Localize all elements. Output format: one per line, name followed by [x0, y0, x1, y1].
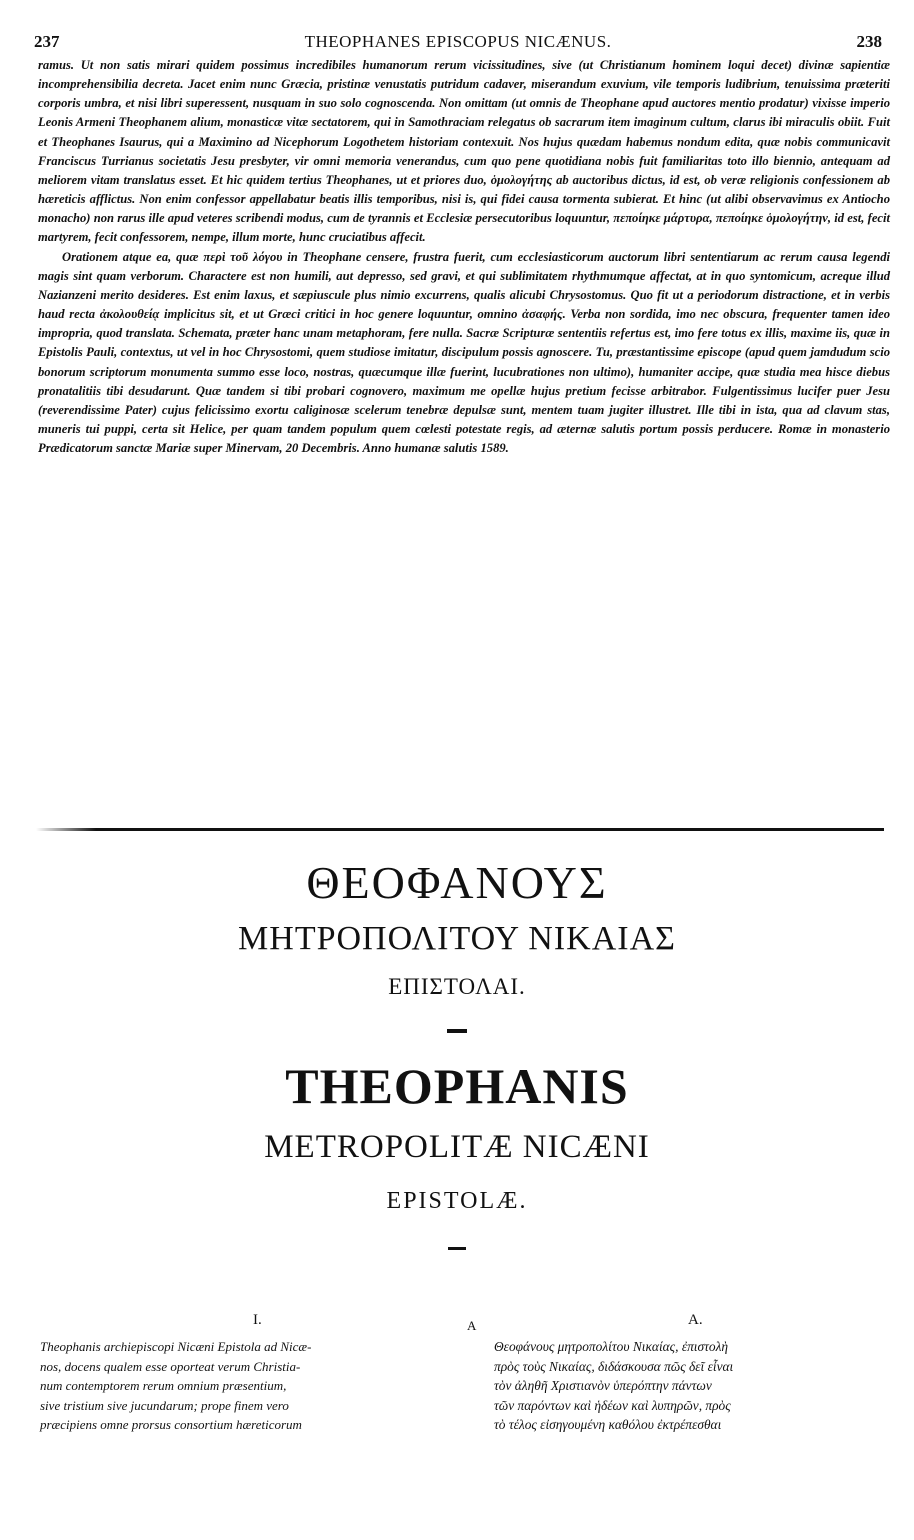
latin-title-office: METROPOLITÆ NICÆNI: [264, 1129, 650, 1165]
section-divider-rule: [36, 828, 884, 831]
page-number-right: 238: [856, 32, 882, 51]
latin-summary-line: Theophanis archiepiscopi Nicæni Epistola ad Nicæ-: [40, 1339, 312, 1354]
greek-title-office: ΜΗΤΡΟΠΟΛΙΤΟΥ ΝΙΚΑΙΑΣ: [238, 920, 676, 957]
latin-title-author: THEOPHANIS: [285, 1058, 629, 1114]
latin-summary-line: sive tristium sive jucundarum; prope finem vero: [40, 1397, 289, 1413]
latin-letter-summary: [40, 1337, 470, 1435]
greek-summary-line: πρὸς τοὺς Νικαίας, διδάσκουσα πῶς δεῖ εἶναι: [494, 1358, 734, 1374]
page-header: [34, 32, 882, 54]
latin-summary-line: præcipiens omne prorsus consortium hæreticorum: [40, 1417, 302, 1433]
greek-letter-number: Α.: [688, 1312, 703, 1328]
preface-paragraph-2: Orationem atque ea, quæ περὶ τοῦ λόγου in Theophane censere, frustra fuerit, cum ecclesiasticorum auctorum libri sententiarum ac rerum causa legendi magis sint quam verborum. Charactere est non humili, aut depresso, sed gravi, et qui sublimitatem rhythmumque affectat, at in quo syntomicum, acreque illud Nazianzeni merito desideres. Est enim laxus, et sæpiuscule plus nimio excurrens, qualis alicubi Chrysostomus. Quo fit ut a periodorum distractione, et in verbis haud recta ἀκολουθείᾳ implicitus sit, et ut Græci critici in hoc genere loquuntur, omnino ἀσαφής. Verba non sordida, imo nec obscura, frequenter tamen ideo impropria, quod translata. Schemata, præter hanc unam metaphoram, fere nulla. Sacræ Scripturæ sententiis refertus est, imo fere totus ex illis, maxime iis, quæ in Epistolis Pauli, contextus, ut vel in hoc Chrysostomi, quem studiose imitatur, discipulum possis agnoscere. Tu, præstantissime episcope (apud quem jamdudum scio bonorum scriptorum monumenta summo esse loco, nostras, quæcumque illæ fuerint, lucubrationes non ultimo), humaniter accipe, quæ studia mea hisce diebus pronatalitiis tibi desudarunt. Quæ tandem si tibi probari cognovero, maximum me opellæ hujus pretium fecisse arbitrabor. Fulgentissimus lucifer puer Jesu (reverendissime Pater) cujus felicissimo exortu caliginosæ scelerum tenebræ depulsæ sunt, mentem tuam jugiter illustret. Ille tibi in ista, qua ad clavum stas, muneris tui puppi, certa sit Helice, per quam tandem populum quem cœlesti potestate regis, ad æternæ salutis portum possis perducere. Romæ in monasterio Prædicatorum sanctæ Mariæ super Minervam, 20 Decembris. Anno humanæ salutis 1589.: [38, 249, 890, 456]
latin-letter-number: I.: [253, 1312, 262, 1328]
greek-summary-line: τὸν ἀληθῆ Χριστιανὸν ὑπερόπτην πάντων: [494, 1378, 712, 1394]
greek-letter-summary: [494, 1337, 902, 1435]
page-number-left: 237: [34, 32, 60, 51]
latin-summary-line: num contemptorem rerum omnium præsentium,: [40, 1378, 287, 1394]
title-block: [0, 855, 914, 1250]
greek-summary-line: Θεοφάνους μητροπολίτου Νικαίας, ἐπιστολὴ: [494, 1339, 729, 1354]
running-title: THEOPHANES EPISCOPUS NICÆNUS.: [304, 32, 612, 51]
preface-text: [38, 56, 890, 458]
greek-summary-line: τὸ τέλος εἰσηγουμένη καθόλου ἐκτρέπεσθαι: [494, 1417, 722, 1433]
greek-summary-line: τῶν παρόντων καὶ ἡδέων καὶ λυπηρῶν, πρὸς: [494, 1397, 731, 1413]
preface-paragraph-1: ramus. Ut non satis mirari quidem possimus incredibiles humanorum rerum vicissitudines, sive (ut Christianum hominem loqui decet) divinæ sapientiæ incomprehensibilia decreta. Jacet enim nunc Græcia, pristinæ venustatis putridum cadaver, miserandum exuvium, vile temporis ludibrium, tenuissima præteriti corporis umbra, et nisi libri superessent, nusquam in suo solo cognoscenda. Non omittam (ut omnis de Theophane apud auctores mentio prodatur) vixisse imperio Leonis Armeni Theophanem alium, monasticæ vitæ sectatorem, qui in Samothraciam relegatus ob sacrarum item imaginum cultum, clarus ibi miraculis obiit. Fuit et Theophanes Isaurus, qui a Maximino ad Nicephorum Logothetem historiam contexuit. Nos hujus quædam habemus nondum edita, quæ nobis communicavit Franciscus Turrianus societatis Jesu presbyter, vir omni memoria venerandus, cum quo pene quotidiana nobis fuit familiaritas toto illo biennio, antequam ad meliorem vitam translatus esset. Et hic quidem tertius Theophanes, ut et priores duo, ὁμολογήτης ab auctoribus dictus, id est, ob veræ religionis confessionem ab hæreticis afflictus. Non enim confessor appellabatur beatis illis temporibus, nisi is, qui fidei causa tormenta subierat. Et hinc (ut alibi observavimus ex Antiocho monacho) non rarus ille apud veteres scribendi modus, cum de tyrannis et Ecclesiæ persecutoribus loquuntur, πεποίηκε μάρτυρα, πεποίηκε ὁμολογήτην, id est, fecit martyrem, fecit confessorem, nempe, illum morte, hunc cruciatibus affecit.: [38, 58, 890, 245]
title-separator-dash: [447, 1029, 467, 1033]
title-end-dash: [448, 1247, 466, 1250]
divider-fade: [36, 826, 96, 833]
greek-title-letters: ΕΠΙΣΤΟΛΑΙ.: [388, 974, 526, 999]
greek-title-author: ΘΕΟΦΑΝΟΥΣ: [306, 857, 608, 908]
latin-summary-line: nos, docens qualem esse oporteat verum Christia-: [40, 1358, 301, 1374]
margin-letter: A: [467, 1318, 477, 1333]
latin-title-letters: EPISTOLÆ.: [386, 1188, 528, 1214]
